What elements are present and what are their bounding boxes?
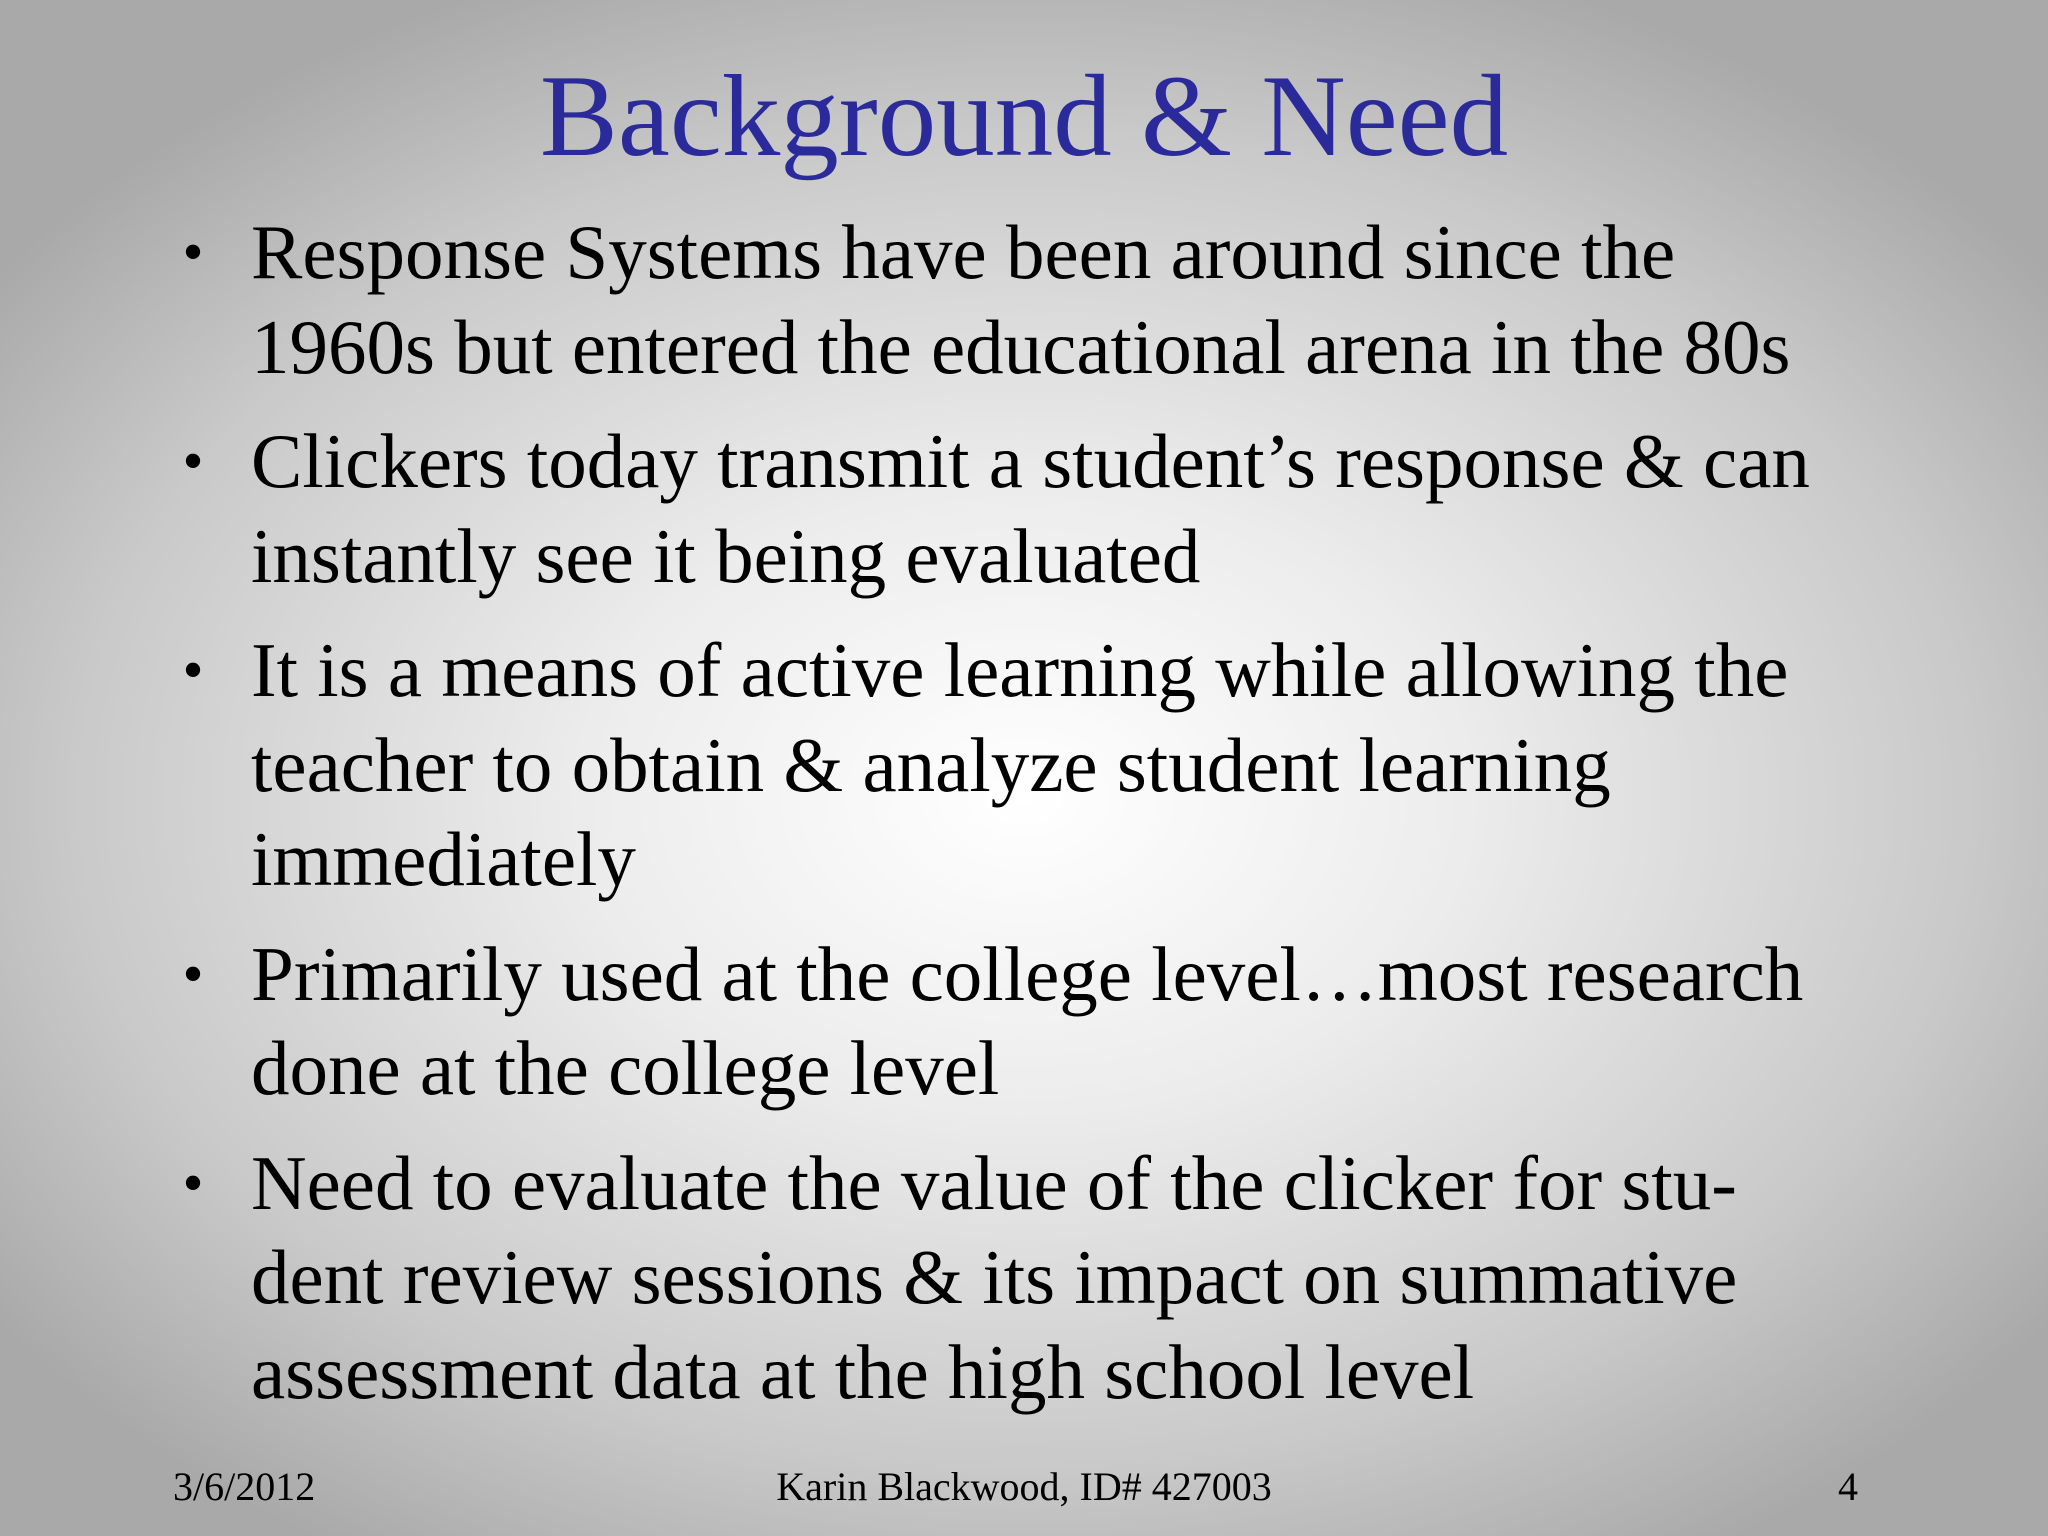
bullet-text: It is a means of active learning while allowing the teacher to obtain & analyze student learning immediately [251,627,1789,902]
bullet-text: Response Systems have been around since the 1960s but entered the educational arena in the 80s [251,209,1791,390]
slide-title: Background & Need [539,52,1509,181]
bullet-item [173,414,1893,603]
footer-author: Karin Blackwood, ID# 427003 [776,1464,1272,1509]
page-number: 4 [1838,1464,1858,1509]
bullet-text: Need to evaluate the value of the clicker for stu- dent review sessions & its impact on summative assessment data at the high school level [251,1139,1738,1415]
bullet-dot-icon: • [182,428,204,494]
bullet-item [173,205,1893,394]
bullet-list [173,205,1893,1439]
bullet-item [173,927,1893,1116]
bullet-text: Primarily used at the college level…most research done at the college level [251,930,1804,1111]
bullet-dot-icon: • [182,219,204,285]
bullet-item [173,623,1893,907]
bullet-dot-icon: • [182,940,204,1007]
bullet-text: Clickers today transmit a student’s response & can instantly see it being evaluated [251,418,1810,599]
bullet-dot-icon: • [182,1149,204,1216]
bullet-dot-icon: • [182,637,204,703]
bullet-item [173,1136,1893,1420]
footer-date: 3/6/2012 [173,1464,316,1509]
